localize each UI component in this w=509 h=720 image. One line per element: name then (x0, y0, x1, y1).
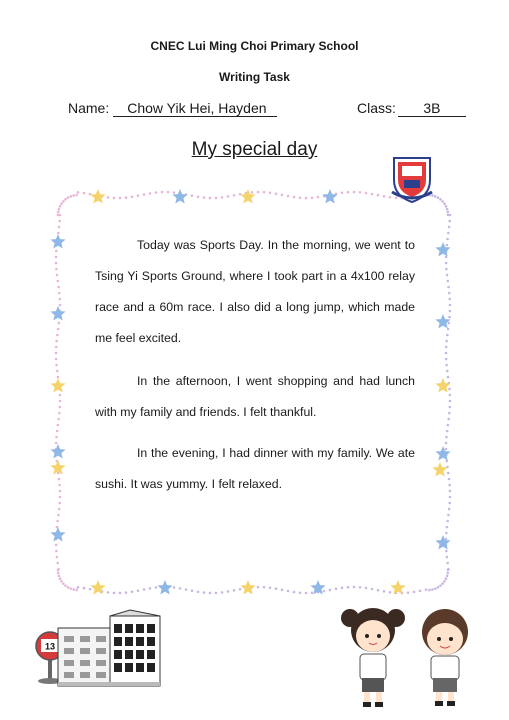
school-name: CNEC Lui Ming Choi Primary School (150, 39, 359, 53)
bus-stop-number: 13 (44, 641, 56, 652)
star-icon (50, 527, 65, 542)
boy-character-icon (410, 602, 480, 708)
star-icon (50, 306, 65, 321)
star-icon (322, 189, 337, 204)
class-label: Class: (357, 100, 396, 116)
girl-character-icon (338, 600, 408, 708)
paragraph-3 (95, 438, 415, 500)
star-icon (435, 378, 450, 393)
task-title: Writing Task (219, 70, 290, 84)
star-icon (50, 378, 65, 393)
paragraph-2 (95, 366, 415, 428)
star-icon (435, 314, 450, 329)
star-icon (435, 446, 450, 461)
paragraph-1-text: Today was Sports Day. In the morning, we went to Tsing Yi Sports Ground, where I took part in a 4x100 relay race and a 60m race. I also did a long jump, which made me feel excited. (95, 238, 415, 345)
class-value: 3B (398, 100, 466, 117)
name-label: Name: (68, 100, 110, 116)
star-icon (432, 462, 447, 477)
star-icon (90, 580, 105, 595)
star-icon (390, 580, 405, 595)
star-icon (50, 234, 65, 249)
star-icon (172, 189, 187, 204)
school-crest-icon (388, 152, 436, 204)
star-icon (157, 580, 172, 595)
star-icon (240, 580, 255, 595)
paragraph-1 (95, 230, 415, 354)
school-building-icon (50, 608, 170, 688)
star-icon (90, 189, 105, 204)
name-value: Chow Yik Hei, Hayden (113, 100, 276, 117)
star-icon (435, 535, 450, 550)
star-icon (435, 242, 450, 257)
paragraph-2-text: In the afternoon, I went shopping and had lunch with my family and friends. I felt thankful. (95, 374, 415, 419)
paragraph-3-text: In the evening, I had dinner with my family. We ate sushi. It was yummy. I felt relaxed. (95, 446, 415, 491)
star-icon (50, 444, 65, 459)
essay-title: My special day (191, 139, 318, 160)
star-icon (240, 189, 255, 204)
